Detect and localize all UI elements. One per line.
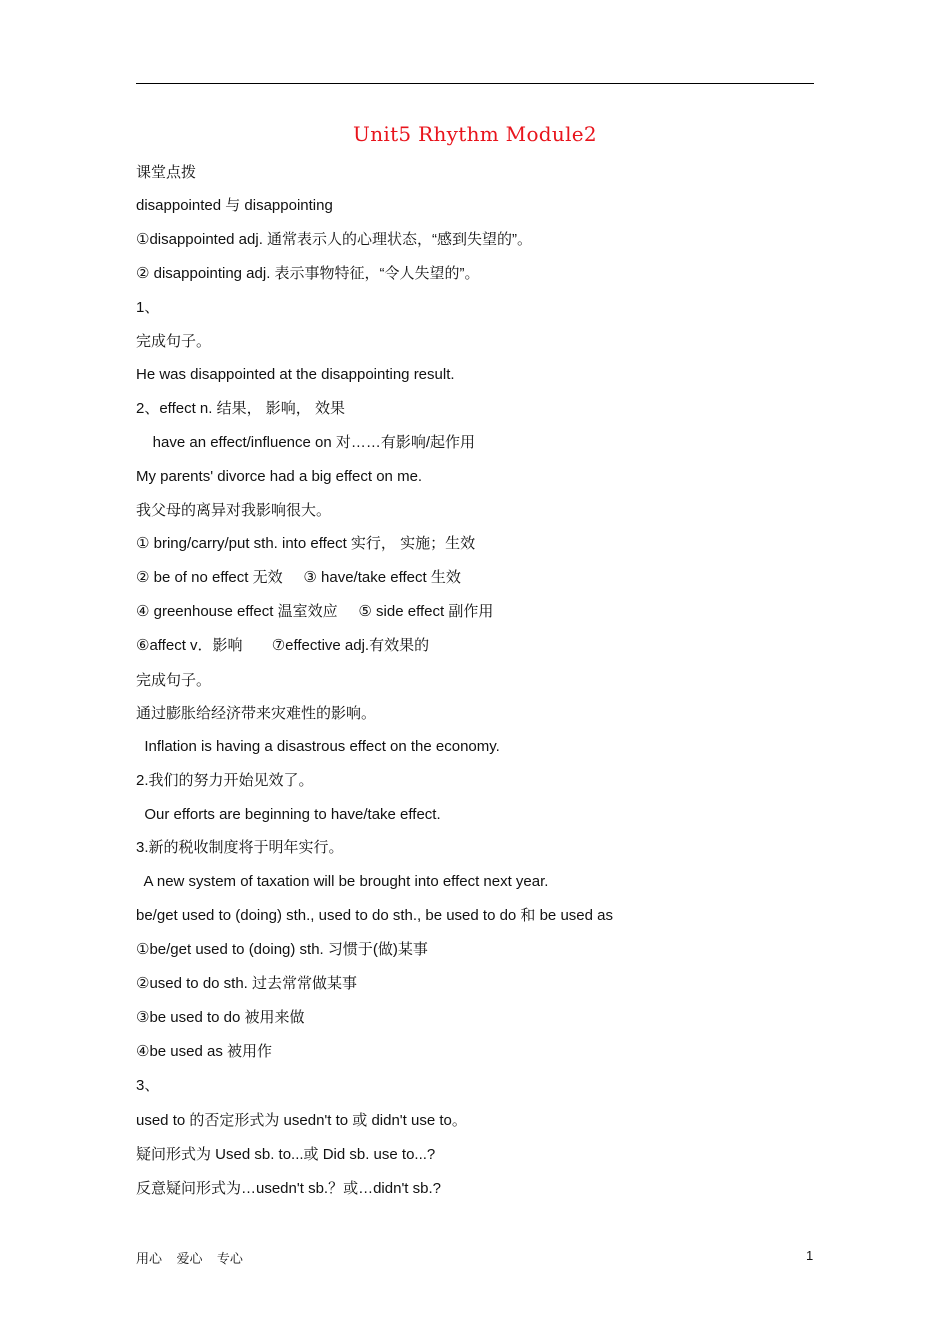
text-line: 完成句子。 — [136, 672, 212, 689]
text-line: 反意疑问形式为…usedn't sb.？或…didn't sb.? — [136, 1180, 441, 1197]
page-title: Unit5 Rhythm Module2 — [353, 122, 597, 146]
text-line: He was disappointed at the disappointing result. — [136, 366, 455, 383]
text-line: 3.新的税收制度将于明年实行。 — [136, 839, 344, 856]
text-line: ② disappointing adj. 表示事物特征，“令人失望的”。 — [136, 265, 480, 282]
text-line: ②used to do sth. 过去常常做某事 — [136, 975, 358, 992]
text-line: 2、effect n. 结果， 影响， 效果 — [136, 400, 345, 417]
text-line: Inflation is having a disastrous effect on the economy. — [136, 738, 500, 755]
text-line: used to 的否定形式为 usedn't to 或 didn't use to。 — [136, 1112, 467, 1129]
text-line: be/get used to (doing) sth., used to do sth., be used to do 和 be used as — [136, 907, 613, 924]
text-line: A new system of taxation will be brought into effect next year. — [136, 873, 549, 890]
page-number: 1 — [806, 1248, 814, 1263]
text-line: have an effect/influence on 对……有影响/起作用 — [136, 434, 476, 451]
footer-text: 用心 爱心 专心 — [136, 1251, 243, 1266]
text-line: My parents' divorce had a big effect on me. — [136, 468, 423, 485]
text-line: ④ greenhouse effect 温室效应 ⑤ side effect 副作用 — [136, 603, 494, 620]
text-line: ①be/get used to (doing) sth. 习惯于(做)某事 — [136, 941, 428, 958]
text-line: 通过膨胀给经济带来灾难性的影响。 — [136, 705, 377, 722]
text-line: ① bring/carry/put sth. into effect 实行， 实施；生效 — [136, 535, 476, 552]
text-line: disappointed 与 disappointing — [136, 197, 333, 214]
text-line: 我父母的离异对我影响很大。 — [136, 502, 332, 519]
text-line: 1、 — [136, 299, 160, 316]
text-line: 疑问形式为 Used sb. to...或 Did sb. use to...? — [136, 1146, 436, 1163]
text-line: ⑥affect v．影响 ⑦effective adj.有效果的 — [136, 637, 430, 654]
header-rule — [136, 83, 814, 84]
text-line: ①disappointed adj. 通常表示人的心理状态，“感到失望的”。 — [136, 231, 533, 248]
section-heading: 课堂点拨 — [136, 164, 197, 181]
text-line: ③be used to do 被用来做 — [136, 1009, 305, 1026]
text-line: Our efforts are beginning to have/take effect. — [136, 806, 441, 823]
text-line: ② be of no effect 无效 ③ have/take effect 生效 — [136, 569, 461, 586]
text-line: 2.我们的努力开始见效了。 — [136, 772, 314, 789]
text-line: ④be used as 被用作 — [136, 1043, 273, 1060]
text-line: 完成句子。 — [136, 333, 212, 350]
text-line: 3、 — [136, 1077, 160, 1094]
